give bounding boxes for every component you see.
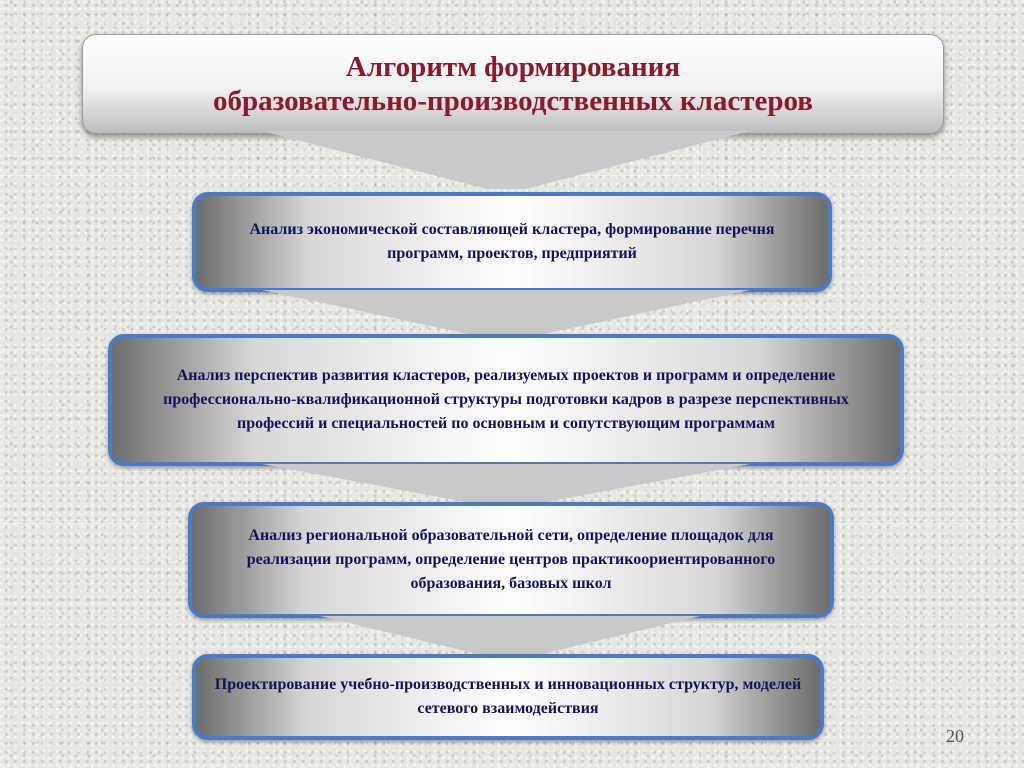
- step-text-4: Проектирование учебно-производственных и инновационных структур, моделей сетевого взаимодействия: [214, 676, 802, 717]
- funnel-arrow-2: [262, 290, 750, 338]
- funnel-arrow-1: [262, 131, 750, 189]
- page-number: 20: [946, 726, 964, 746]
- funnel-arrow-4: [320, 616, 700, 658]
- step-text-1: Анализ экономической составляющей кластера, формирование перечня программ, проектов, предприятий: [249, 221, 775, 262]
- step-box-2: [108, 334, 904, 466]
- slide-title-box: [82, 34, 944, 134]
- step-text-2: Анализ перспектив развития кластеров, реализуемых проектов и программ и определение профессионально-квалификационной структуры подготовки кадров в разрезе перспективных профессий и специальностей по основным и сопутствующим программам: [163, 367, 849, 432]
- slide-title-line-1: Алгоритм формирования: [345, 51, 681, 83]
- step-box-4: [192, 654, 824, 740]
- step-box-1: [192, 192, 832, 292]
- step-text-3: Анализ региональной образовательной сети, определение площадок для реализации программ, определение центров практикоориентированного образования, базовых школ: [246, 527, 776, 592]
- step-box-3: [188, 502, 834, 618]
- funnel-arrow-3: [262, 464, 750, 506]
- slide-title-line-2: образовательно-производственных кластеров: [213, 85, 813, 117]
